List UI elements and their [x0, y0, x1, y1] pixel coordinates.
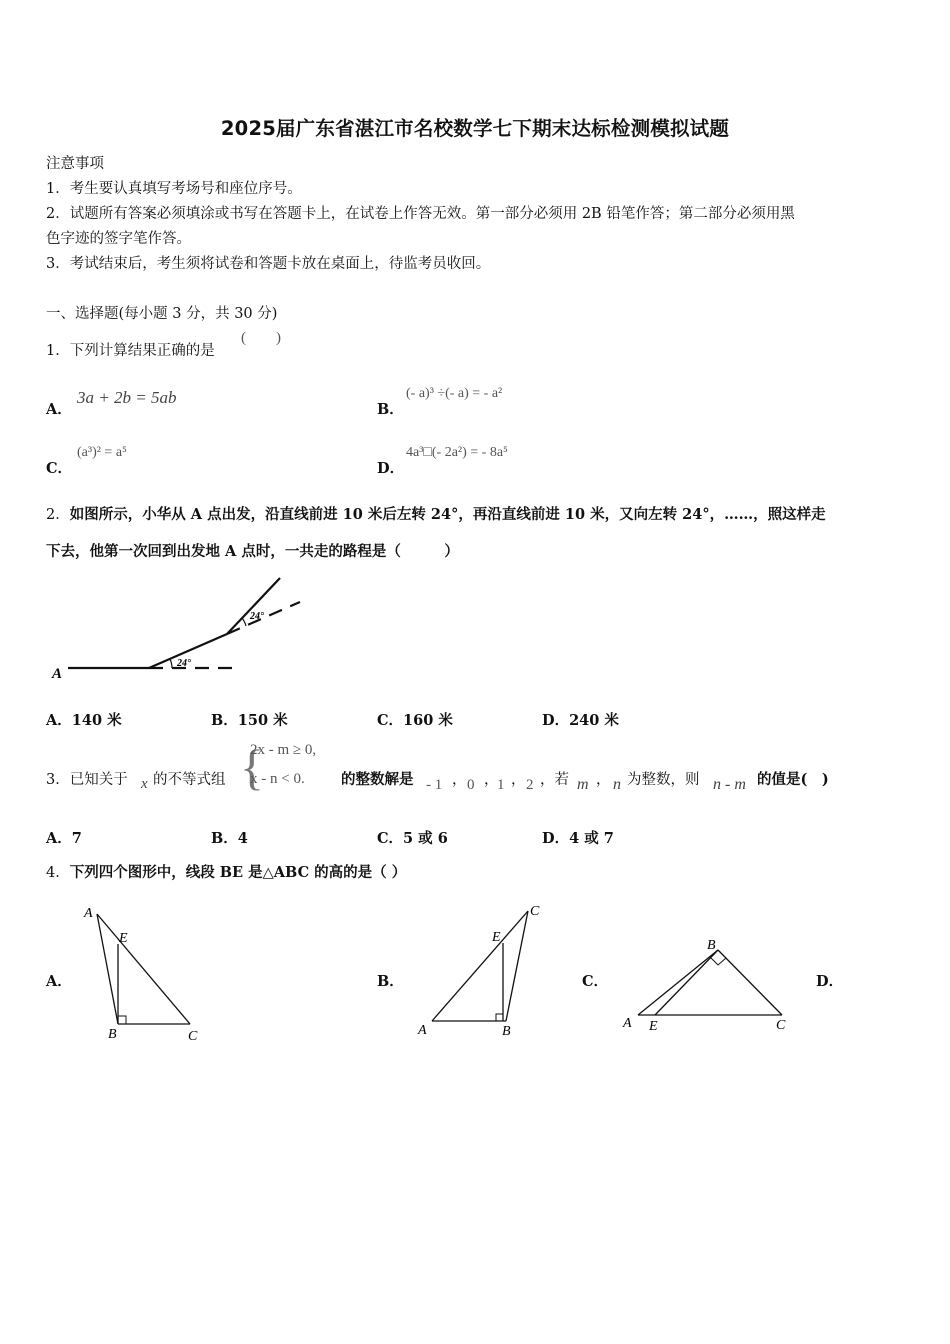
q3-sol-4: 2	[526, 777, 534, 793]
q1-option-d-expr: 4a³□(- 2a²) = - 8a⁵	[406, 445, 508, 460]
q3-expr: n - m	[713, 776, 746, 793]
q3-post: 的值是( )	[757, 771, 829, 788]
q2-option-d: D．240 米	[542, 712, 619, 729]
q3-comma-4: ，	[596, 772, 611, 788]
q4-c-label-b: B	[707, 938, 716, 953]
q1-option-a-label: A．	[46, 401, 72, 418]
q4-c-label-e: E	[649, 1019, 658, 1034]
q1-number: 1．	[46, 343, 70, 359]
page-title: 2025届广东省湛江市名校数学七下期末达标检测模拟试题	[220, 117, 730, 140]
q3-mid2: 的整数解是	[341, 771, 414, 788]
q2-figure-angle2: 24°	[250, 611, 264, 622]
q4-a-label-a: A	[84, 906, 93, 921]
q4-option-d-label: D．	[816, 973, 844, 990]
q2-option-c: C．160 米	[377, 712, 453, 729]
q2-figure-angle-arc-1	[170, 659, 172, 668]
q3-brace: {	[240, 739, 264, 795]
q3-sol-2: 0	[467, 777, 475, 793]
q3-ineq1: 2x - m ≥ 0,	[250, 742, 317, 758]
q3-comma-2: ，	[484, 772, 499, 788]
q3-number: 3．	[46, 772, 70, 788]
q3-mid4: 为整数，则	[627, 772, 700, 788]
q4-b-label-a: A	[418, 1023, 427, 1038]
q2-figure-angle1: 24°	[177, 658, 191, 669]
q3-var-m: m	[577, 776, 589, 793]
q2-stem-line1	[46, 503, 826, 524]
q4-c-label-a: A	[623, 1016, 632, 1031]
q2-text-line1: 如图所示，小华从 A 点出发，沿直线前进 10 米后左转 24°，再沿直线前进 10 米，又向左转 24°，……，照这样走	[69, 506, 826, 523]
q1-option-b-label: B．	[377, 401, 404, 418]
notice-item-2-cont: 色字迹的签字笔作答。	[46, 231, 191, 247]
notice-item-2: 2．试题所有答案必须填涂或书写在答题卡上，在试卷上作答无效。第一部分必须用 2B 铅笔作答；第二部分必须用黑	[46, 206, 795, 222]
q4-b-label-e: E	[492, 930, 501, 945]
notice-heading: 注意事项	[46, 156, 104, 172]
q3-mid3: ，若	[540, 772, 569, 788]
q3-option-a: A．7	[46, 830, 82, 847]
q4-option-a-label: A．	[46, 973, 72, 990]
q2-figure-segment-3	[227, 578, 280, 634]
q1-text: 下列计算结果正确的是	[69, 343, 215, 359]
q4-b-label-b: B	[502, 1024, 511, 1039]
section-heading: 一、选择题(每小题 3 分，共 30 分)	[46, 306, 278, 322]
q4-a-label-b: B	[108, 1027, 117, 1042]
q4-b-label-c: C	[530, 904, 540, 919]
q3-option-c: C．5 或 6	[377, 830, 448, 847]
q1-option-c-label: C．	[46, 460, 73, 477]
q3-var-n: n	[613, 776, 621, 793]
q4-option-c-label: C．	[582, 973, 609, 990]
q2-number: 2．	[46, 507, 70, 523]
q4-option-b-label: B．	[377, 973, 404, 990]
q2-figure	[44, 570, 314, 685]
q1-paren: ( )	[241, 330, 281, 346]
q4-figure-b	[410, 895, 560, 1045]
q3-comma-1: ，	[452, 772, 467, 788]
q2-figure-angle-arc-2	[242, 618, 246, 626]
q3-option-d: D．4 或 7	[542, 830, 614, 847]
q1-option-a-expr: 3a + 2b = 5ab	[77, 388, 177, 407]
q4-c-label-c: C	[776, 1018, 786, 1033]
q3-option-b: B．4	[211, 830, 248, 847]
q4-a-label-e: E	[119, 931, 128, 946]
q3-sol-1: - 1	[426, 777, 443, 793]
q2-option-a: A．140 米	[46, 712, 122, 729]
q2-option-b: B．150 米	[211, 712, 288, 729]
notice-item-1: 1．考生要认真填写考场号和座位序号。	[46, 181, 302, 197]
q4-number: 4．	[46, 865, 70, 881]
q1-stem	[46, 339, 215, 360]
q3-mid1: 的不等式组	[153, 772, 226, 788]
q4-stem	[46, 861, 406, 882]
q4-text: 下列四个图形中，线段 BE 是△ABC 的高的是（ ）	[69, 864, 407, 881]
q2-stem-line2: 下去，他第一次回到出发地 A 点时，一共走的路程是（ ）	[46, 543, 459, 560]
q3-stem-start	[46, 768, 128, 789]
q1-option-b-expr: (- a)³ ÷(- a) = - a²	[406, 386, 503, 401]
notice-item-3: 3．考试结束后，考生须将试卷和答题卡放在桌面上，待监考员收回。	[46, 256, 491, 272]
q3-sol-3: 1	[497, 777, 505, 793]
q4-figure-c	[620, 932, 800, 1037]
q1-option-c-expr: (a³)² = a⁵	[77, 445, 127, 460]
q4-a-label-c: C	[188, 1029, 198, 1044]
q3-ineq2: x - n < 0.	[250, 771, 305, 787]
q1-option-d-label: D．	[377, 460, 405, 477]
q3-pre: 已知关于	[69, 772, 128, 788]
q3-var-x: x	[141, 776, 148, 792]
q2-figure-point-a: A	[52, 666, 63, 682]
q4-figure-a	[78, 900, 208, 1045]
q3-comma-3: ，	[511, 772, 526, 788]
